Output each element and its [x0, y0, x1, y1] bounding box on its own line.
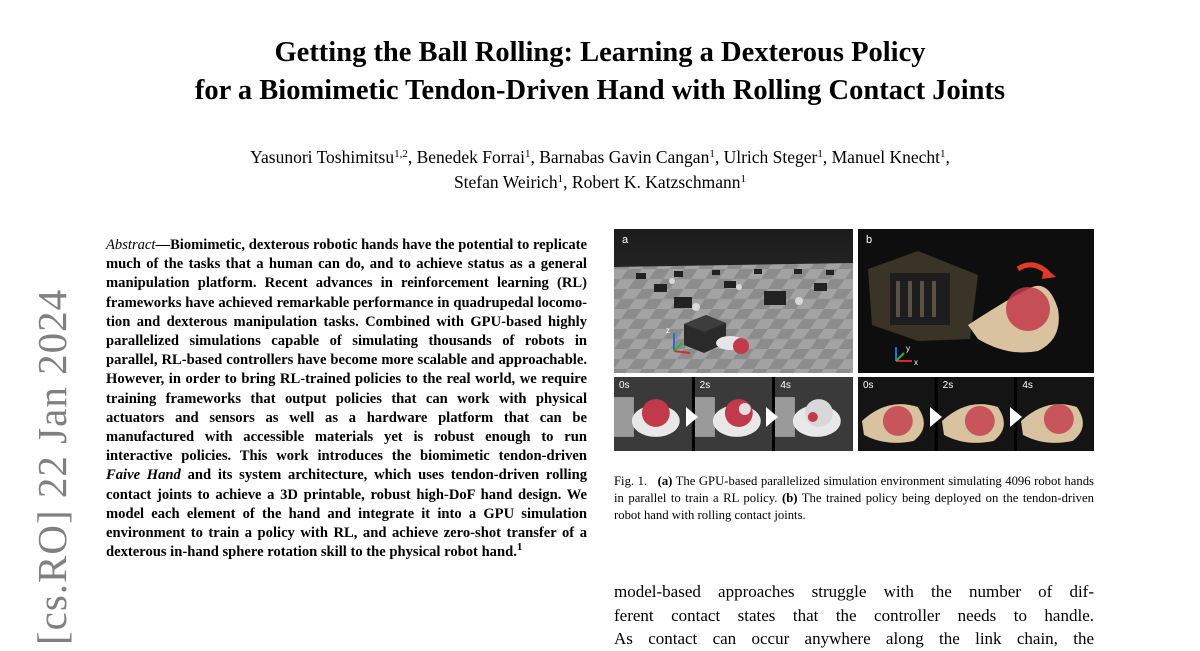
- frame-time-label: 0s: [619, 380, 630, 391]
- real-hand-image: [858, 229, 1094, 373]
- author-name: Yasunori Toshimitsu: [250, 147, 395, 167]
- author-affiliation: 1: [709, 148, 715, 160]
- abstract-text-part-2: and its system architecture, which uses tendon-driven rolling contact joints to achieve a 3D printable, robust high-DoF hand design. We model each element of the hand and integrate it into a GPU simulation environment to train a policy with RL, and achieve zero-shot transfer of a dexterous in-hand sphere rotation skill to the physical robot hand.: [106, 467, 587, 561]
- author-affiliation: 1: [557, 173, 564, 185]
- abstract-label: Abstract: [106, 237, 156, 253]
- panel-b-real-hand: [858, 229, 1094, 373]
- panel-b-time-sequence: [858, 377, 1094, 451]
- arrow-icon: [1010, 407, 1022, 427]
- body-paragraph: [614, 580, 1094, 651]
- arrow-icon: [766, 407, 778, 427]
- abstract: [106, 236, 587, 562]
- author-name: Ulrich Steger: [723, 147, 818, 167]
- author-affiliation: 1: [817, 148, 823, 160]
- caption-a-text: The GPU-based parallelized simulation environment simulating 4096 robot hands in parallel to train a RL policy.: [614, 474, 1094, 505]
- figure-1: [614, 229, 1094, 451]
- frame-time-label: 2s: [942, 380, 954, 391]
- body-line-1: model-based approaches struggle with the number of dif-: [614, 582, 1094, 601]
- authors-line-1: Yasunori Toshimitsu$^{1,2}$, Benedek Forrai$^1$, Barnabas Gavin Cangan$^1$, Ulrich Steger$^1$, Manuel Knecht$^1$,: [250, 147, 950, 167]
- real-frame-0s: [858, 377, 935, 451]
- author-list: [100, 145, 1100, 195]
- sim-frame-0s: [614, 377, 692, 451]
- author-name: Barnabas Gavin Cangan: [539, 147, 710, 167]
- panel-a-simulation: [614, 229, 853, 373]
- frame-time-label: 0s: [863, 380, 874, 391]
- title-line-1: Getting the Ball Rolling: Learning a Dexterous Policy: [274, 37, 926, 68]
- abstract-footnote-mark: 1: [516, 541, 523, 554]
- author-name: Stefan Weirich: [453, 172, 558, 192]
- panel-a-time-sequence: [614, 377, 853, 451]
- sim-frame-4s: [775, 377, 853, 451]
- body-line-3: As contact can occur anywhere along the link chain, the: [614, 629, 1094, 648]
- arxiv-identifier-stamp: [cs.RO] 22 Jan 2024: [29, 288, 75, 645]
- abstract-dash: —: [155, 237, 171, 253]
- abstract-text-part-1: Biomimetic, dexterous robotic hands have the potential to replicate much of the tasks that a human can do, and to achieve status as a general manipulation platform. Recent advances in reinforcement learning (RL) frameworks have achieved remarkable performance in quadrupedal locomo-tion and dexterous manipulation tasks. Combined with GPU-based highly parallelized simulations capable of simulating thousands of robots in parallel, RL-based controllers have become more scalable and approachable. However, in order to bring RL-trained policies to the real world, we require training frameworks that output policies that can work with physical actuators and sensors as well as a hardware platform that can be manufactured with accessible materials yet is robust enough to run interactive policies. This work introduces the biomimetic tendon-driven: [106, 237, 587, 465]
- author-name: Benedek Forrai: [416, 147, 525, 167]
- panel-b-label: b: [866, 234, 873, 246]
- author-affiliation: 1,2: [394, 148, 408, 160]
- author-affiliation: 1: [524, 148, 531, 160]
- body-line-2: ferent contact states that the controller needs to handle.: [614, 605, 1094, 625]
- frame-time-label: 2s: [699, 380, 711, 391]
- author-name: Robert K. Katzschmann: [571, 172, 741, 192]
- arrow-icon: [686, 407, 698, 427]
- arrow-icon: [930, 407, 942, 427]
- paper-title: [100, 34, 1100, 110]
- real-frame-2s: [938, 377, 1015, 451]
- axis-x-label: x: [914, 358, 918, 367]
- sim-frame-2s: [695, 377, 773, 451]
- author-affiliation: 1: [740, 173, 747, 185]
- caption-fig-label: Fig. 1.: [614, 474, 648, 488]
- author-name: Manuel Knecht: [831, 147, 940, 167]
- title-line-2: for a Biomimetic Tendon-Driven Hand with Rolling Contact Joints: [194, 75, 1006, 106]
- frame-time-label: 4s: [780, 380, 791, 391]
- caption-a-label: (a): [657, 474, 673, 488]
- simulation-image: [614, 229, 853, 373]
- author-affiliation: 1: [940, 148, 946, 160]
- panel-a-label: a: [622, 234, 629, 246]
- caption-b-text: The trained policy being deployed on the tendon-driven robot hand with rolling contact joints.: [614, 491, 1095, 522]
- axis-z-label: z: [666, 326, 670, 335]
- axis-y-label: y: [906, 344, 910, 353]
- figure-caption: [614, 473, 1094, 524]
- abstract-hand-name: Faive Hand: [106, 467, 181, 484]
- real-frame-4s: [1017, 377, 1094, 451]
- authors-line-2: Stefan Weirich$^1$, Robert K. Katzschmann$^1$: [453, 172, 747, 192]
- frame-time-label: 4s: [1022, 380, 1033, 391]
- caption-b-label: (b): [781, 491, 798, 505]
